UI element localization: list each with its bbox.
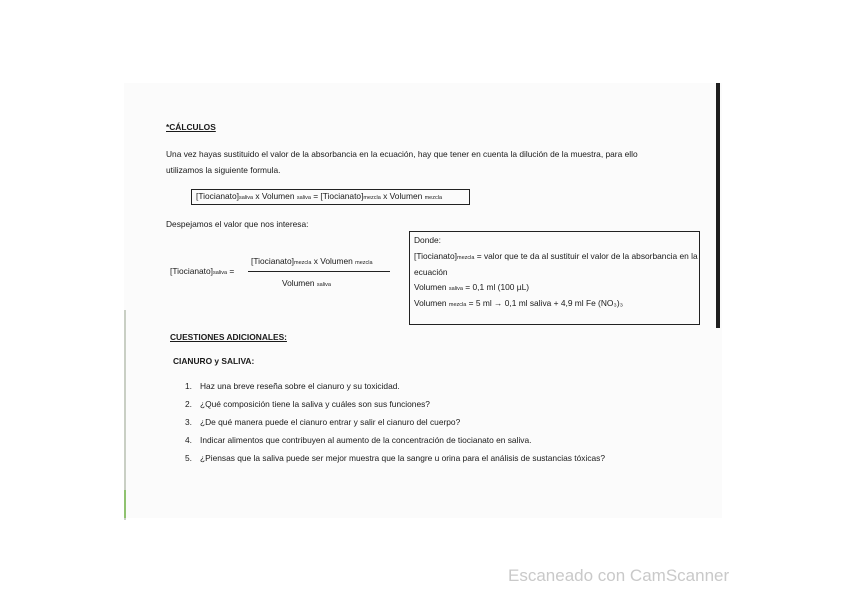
question-3-text: ¿De qué manera puede el cianuro entrar y salir el cianuro del cuerpo? xyxy=(200,417,461,427)
cianuro-subheading: CIANURO y SALIVA: xyxy=(173,356,255,366)
scan-shadow-right xyxy=(716,83,720,328)
cuestiones-heading: CUESTIONES ADICIONALES: xyxy=(170,332,287,342)
intro-line-2: utilizamos la siguiente formula. xyxy=(166,165,281,175)
scan-edge-left xyxy=(124,310,126,520)
question-2-text: ¿Qué composición tiene la saliva y cuáles son sus funciones? xyxy=(200,399,430,409)
intro-line-1: Una vez hayas sustituido el valor de la absorbancia en la ecuación, hay que tener en cuenta la dilución de la muestra, para ello xyxy=(166,149,638,159)
fraction-bar xyxy=(248,271,390,272)
question-1-text: Haz una breve reseña sobre el cianuro y su toxicidad. xyxy=(200,381,400,391)
question-5-number: 5. xyxy=(185,453,192,463)
donde-line-1: [Tiocianato]mezcla = valor que te da al sustituir el valor de la absorbancia en la xyxy=(414,251,698,261)
question-5-text: ¿Piensas que la saliva puede ser mejor muestra que la sangre u orina para el análisis de sustancias tóxicas? xyxy=(200,453,606,463)
formula-denominator: Volumen saliva xyxy=(282,278,331,288)
calculos-heading: *CÁLCULOS xyxy=(166,122,216,132)
formula-lhs: [Tiocianato]saliva = xyxy=(170,266,235,276)
donde-line-3: Volumen saliva = 0,1 ml (100 µL) xyxy=(414,282,530,292)
donde-line-2: ecuación xyxy=(414,267,448,277)
question-4-text: Indicar alimentos que contribuyen al aumento de la concentración de tiocianato en saliva. xyxy=(200,435,532,445)
question-1-number: 1. xyxy=(185,381,192,391)
donde-line-4: Volumen mezcla = 5 ml → 0,1 ml saliva + 4,9 ml Fe (NO₃)₃ xyxy=(414,298,624,308)
donde-title: Donde: xyxy=(414,235,442,245)
dilution-equation: [Tiocianato]saliva x Volumen saliva = [Tiocianato]mezcla x Volumen mezcla xyxy=(196,191,443,201)
despejamos-text: Despejamos el valor que nos interesa: xyxy=(166,219,309,229)
formula-numerator: [Tiocianato]mezcla x Volumen mezcla xyxy=(251,256,373,266)
scan-edge-mark xyxy=(124,490,126,518)
camscanner-watermark: Escaneado con CamScanner xyxy=(508,566,730,585)
question-2-number: 2. xyxy=(185,399,192,409)
question-4-number: 4. xyxy=(185,435,192,445)
question-3-number: 3. xyxy=(185,417,192,427)
